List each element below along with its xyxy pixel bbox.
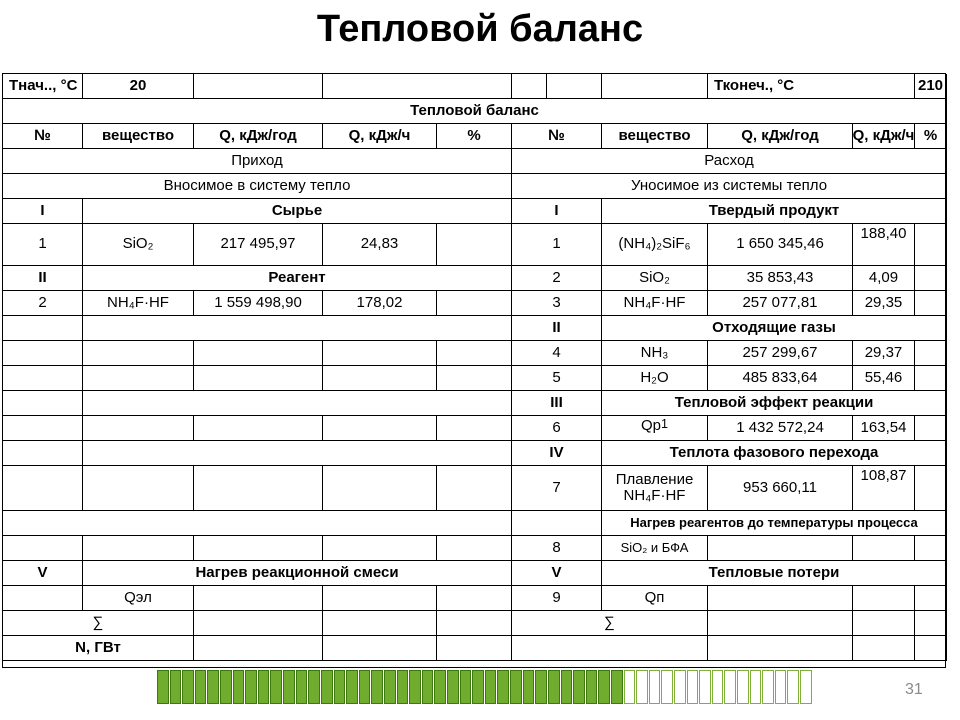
progress-segment xyxy=(548,670,560,704)
row-number: 6 xyxy=(512,416,602,441)
q-year-cell xyxy=(708,536,853,561)
table-caption: Тепловой баланс xyxy=(3,99,947,124)
substance-cell: (NH₄)₂SiF₆ xyxy=(602,224,708,266)
section-number: IV xyxy=(512,441,602,466)
section-number: II xyxy=(512,316,602,341)
q-hour-cell: 178,02 xyxy=(323,291,437,316)
empty-cell xyxy=(437,416,512,441)
sum-percent xyxy=(437,611,512,636)
progress-segment xyxy=(510,670,522,704)
progress-segment xyxy=(561,670,573,704)
section-title: Нагрев реакционной смеси xyxy=(83,561,512,586)
power-label: N, ГВт xyxy=(3,636,194,661)
progress-segment xyxy=(472,670,484,704)
percent-cell xyxy=(915,224,947,266)
row-number: 7 xyxy=(512,466,602,511)
empty-cell xyxy=(194,74,323,99)
empty-cell xyxy=(512,636,708,661)
empty-cell xyxy=(194,536,323,561)
section-title: Тепловой эффект реакции xyxy=(602,391,947,416)
q-hour-cell xyxy=(853,536,915,561)
empty-cell xyxy=(853,636,915,661)
empty-cell xyxy=(323,536,437,561)
progress-segment xyxy=(308,670,320,704)
empty-cell xyxy=(708,636,853,661)
substance-cell xyxy=(602,466,708,511)
section-title: Реагент xyxy=(83,266,512,291)
row-number: 5 xyxy=(512,366,602,391)
q-hour-cell: 55,46 xyxy=(853,366,915,391)
empty-cell xyxy=(3,536,83,561)
substance-cell: Qэл xyxy=(83,586,194,611)
empty-cell xyxy=(323,366,437,391)
percent-cell xyxy=(915,291,947,316)
section-title: Твердый продукт xyxy=(602,199,947,224)
empty-cell xyxy=(3,586,83,611)
substance-cell: SiO₂ и БФА xyxy=(602,536,708,561)
progress-segment xyxy=(434,670,446,704)
empty-cell xyxy=(323,586,437,611)
t-end-value: 210 xyxy=(915,74,947,99)
q-hour-cell: 108,87 xyxy=(853,466,915,511)
progress-segment xyxy=(800,670,812,704)
progress-segment xyxy=(157,670,169,704)
row-number: 4 xyxy=(512,341,602,366)
progress-segment xyxy=(573,670,585,704)
empty-cell xyxy=(853,586,915,611)
header-num: № xyxy=(3,124,83,149)
section-number: I xyxy=(3,199,83,224)
q-hour-cell: 188,40 xyxy=(853,224,915,266)
sum-q-year xyxy=(194,611,323,636)
progress-segment xyxy=(283,670,295,704)
q-year-cell: 35 853,43 xyxy=(708,266,853,291)
empty-cell xyxy=(3,391,83,416)
progress-segment xyxy=(270,670,282,704)
section-title: Теплота фазового перехода xyxy=(602,441,947,466)
income-subtitle: Вносимое в систему тепло xyxy=(3,174,512,199)
percent-cell xyxy=(915,536,947,561)
section-title: Нагрев реагентов до температуры процесса xyxy=(602,511,947,536)
empty-cell xyxy=(3,341,83,366)
header-substance: вещество xyxy=(602,124,708,149)
empty-cell xyxy=(194,586,323,611)
q-year-cell: 257 077,81 xyxy=(708,291,853,316)
empty-cell xyxy=(194,366,323,391)
header-percent: % xyxy=(437,124,512,149)
empty-cell xyxy=(437,636,512,661)
expense-title: Расход xyxy=(512,149,947,174)
section-title: Сырье xyxy=(83,199,512,224)
progress-segment xyxy=(195,670,207,704)
row-number: 2 xyxy=(3,291,83,316)
percent-cell xyxy=(437,224,512,266)
substance-cell: Qп xyxy=(602,586,708,611)
progress-segment xyxy=(170,670,182,704)
empty-cell xyxy=(194,341,323,366)
q-year-cell: 1 650 345,46 xyxy=(708,224,853,266)
header-q-year: Q, кДж/год xyxy=(194,124,323,149)
heat-balance-table xyxy=(2,73,946,668)
header-substance: вещество xyxy=(83,124,194,149)
substance-cell xyxy=(602,416,708,441)
row-number: 3 xyxy=(512,291,602,316)
q-year-cell: 217 495,97 xyxy=(194,224,323,266)
slide-title: Тепловой баланс xyxy=(316,8,644,50)
progress-segment xyxy=(447,670,459,704)
progress-segment xyxy=(460,670,472,704)
empty-cell xyxy=(3,441,83,466)
empty-cell xyxy=(437,366,512,391)
q-hour-cell: 4,09 xyxy=(853,266,915,291)
empty-cell xyxy=(708,586,853,611)
q-hour-cell: 29,35 xyxy=(853,291,915,316)
progress-segment xyxy=(384,670,396,704)
empty-cell xyxy=(323,466,437,511)
empty-cell xyxy=(83,416,194,441)
progress-segment xyxy=(245,670,257,704)
empty-cell xyxy=(83,441,512,466)
percent-cell xyxy=(915,366,947,391)
income-title: Приход xyxy=(3,149,512,174)
progress-segment xyxy=(371,670,383,704)
substance-cell: NH₄F·HF xyxy=(83,291,194,316)
expense-subtitle: Уносимое из системы тепло xyxy=(512,174,947,199)
header-q-hour: Q, кДж/ч xyxy=(323,124,437,149)
progress-segment xyxy=(523,670,535,704)
progress-segment xyxy=(712,670,724,704)
progress-segment xyxy=(334,670,346,704)
row-number: 8 xyxy=(512,536,602,561)
progress-segment xyxy=(724,670,736,704)
empty-cell xyxy=(915,636,947,661)
empty-cell xyxy=(915,586,947,611)
q-year-cell: 485 833,64 xyxy=(708,366,853,391)
progress-segment xyxy=(497,670,509,704)
progress-segment xyxy=(775,670,787,704)
row-number: 2 xyxy=(512,266,602,291)
sum-percent xyxy=(915,611,947,636)
q-year-cell: 953 660,11 xyxy=(708,466,853,511)
progress-segment xyxy=(296,670,308,704)
empty-cell xyxy=(83,466,194,511)
empty-cell xyxy=(323,74,512,99)
progress-segment xyxy=(687,670,699,704)
slide-progress-bar xyxy=(157,670,813,704)
q-hour-cell: 29,37 xyxy=(853,341,915,366)
progress-segment xyxy=(750,670,762,704)
empty-cell xyxy=(194,416,323,441)
empty-cell xyxy=(83,341,194,366)
progress-segment xyxy=(485,670,497,704)
progress-segment xyxy=(182,670,194,704)
header-num: № xyxy=(512,124,602,149)
section-number: I xyxy=(512,199,602,224)
q-hour-cell: 163,54 xyxy=(853,416,915,441)
qp-subscript: 1 xyxy=(661,417,668,431)
qp-symbol: Qp xyxy=(641,417,662,434)
section-title: Тепловые потери xyxy=(602,561,947,586)
empty-cell xyxy=(83,536,194,561)
substance-cell: SiO₂ xyxy=(602,266,708,291)
empty-cell xyxy=(323,416,437,441)
progress-segment xyxy=(409,670,421,704)
progress-segment xyxy=(787,670,799,704)
empty-cell xyxy=(512,511,602,536)
sum-symbol: ∑ xyxy=(3,611,194,636)
progress-segment xyxy=(636,670,648,704)
melting-label: Плавление xyxy=(615,470,694,488)
sum-symbol: ∑ xyxy=(512,611,708,636)
substance-cell: NH₄F·HF xyxy=(602,291,708,316)
progress-segment xyxy=(321,670,333,704)
progress-segment xyxy=(598,670,610,704)
empty-cell xyxy=(194,466,323,511)
progress-segment xyxy=(737,670,749,704)
empty-cell xyxy=(3,416,83,441)
section-number: V xyxy=(3,561,83,586)
empty-cell xyxy=(83,366,194,391)
t-start-value: 20 xyxy=(83,74,194,99)
empty-cell xyxy=(3,316,83,341)
row-number: 9 xyxy=(512,586,602,611)
section-number: II xyxy=(3,266,83,291)
percent-cell xyxy=(915,341,947,366)
sum-q-hour xyxy=(323,611,437,636)
empty-cell xyxy=(437,586,512,611)
progress-segment xyxy=(359,670,371,704)
progress-segment xyxy=(674,670,686,704)
progress-segment xyxy=(233,670,245,704)
percent-cell xyxy=(437,291,512,316)
sum-q-year xyxy=(708,611,853,636)
progress-segment xyxy=(624,670,636,704)
section-number: III xyxy=(512,391,602,416)
empty-cell xyxy=(3,366,83,391)
empty-cell xyxy=(83,316,512,341)
header-q-hour: Q, кДж/ч xyxy=(853,124,915,149)
empty-cell xyxy=(437,341,512,366)
percent-cell xyxy=(915,416,947,441)
progress-segment xyxy=(661,670,673,704)
progress-segment xyxy=(220,670,232,704)
header-percent: % xyxy=(915,124,947,149)
empty-cell xyxy=(437,466,512,511)
progress-segment xyxy=(422,670,434,704)
t-start-label: Тнач.., °С xyxy=(3,74,83,99)
empty-cell xyxy=(194,636,323,661)
empty-cell xyxy=(437,536,512,561)
row-number: 1 xyxy=(3,224,83,266)
q-year-cell: 257 299,67 xyxy=(708,341,853,366)
progress-segment xyxy=(611,670,623,704)
q-hour-cell: 24,83 xyxy=(323,224,437,266)
empty-cell xyxy=(3,466,83,511)
substance-cell: H₂O xyxy=(602,366,708,391)
empty-cell xyxy=(83,391,512,416)
substance-cell: NH₃ xyxy=(602,341,708,366)
progress-segment xyxy=(258,670,270,704)
empty-cell xyxy=(547,74,602,99)
empty-cell xyxy=(3,511,512,536)
section-title: Отходящие газы xyxy=(602,316,947,341)
q-year-cell: 1 432 572,24 xyxy=(708,416,853,441)
row-number: 1 xyxy=(512,224,602,266)
progress-segment xyxy=(397,670,409,704)
progress-segment xyxy=(699,670,711,704)
empty-cell xyxy=(512,74,547,99)
sum-q-hour xyxy=(853,611,915,636)
percent-cell xyxy=(915,266,947,291)
substance-cell: SiO₂ xyxy=(83,224,194,266)
section-number: V xyxy=(512,561,602,586)
page-number: 31 xyxy=(905,681,923,698)
q-year-cell: 1 559 498,90 xyxy=(194,291,323,316)
empty-cell xyxy=(602,74,708,99)
header-q-year: Q, кДж/год xyxy=(708,124,853,149)
t-end-label: Тконеч., °С xyxy=(708,74,915,99)
percent-cell xyxy=(915,466,947,511)
progress-segment xyxy=(207,670,219,704)
progress-segment xyxy=(535,670,547,704)
progress-segment xyxy=(762,670,774,704)
melting-substance: NH₄F·HF xyxy=(623,487,686,504)
empty-cell xyxy=(323,341,437,366)
progress-segment xyxy=(586,670,598,704)
progress-segment xyxy=(346,670,358,704)
empty-cell xyxy=(323,636,437,661)
progress-segment xyxy=(649,670,661,704)
